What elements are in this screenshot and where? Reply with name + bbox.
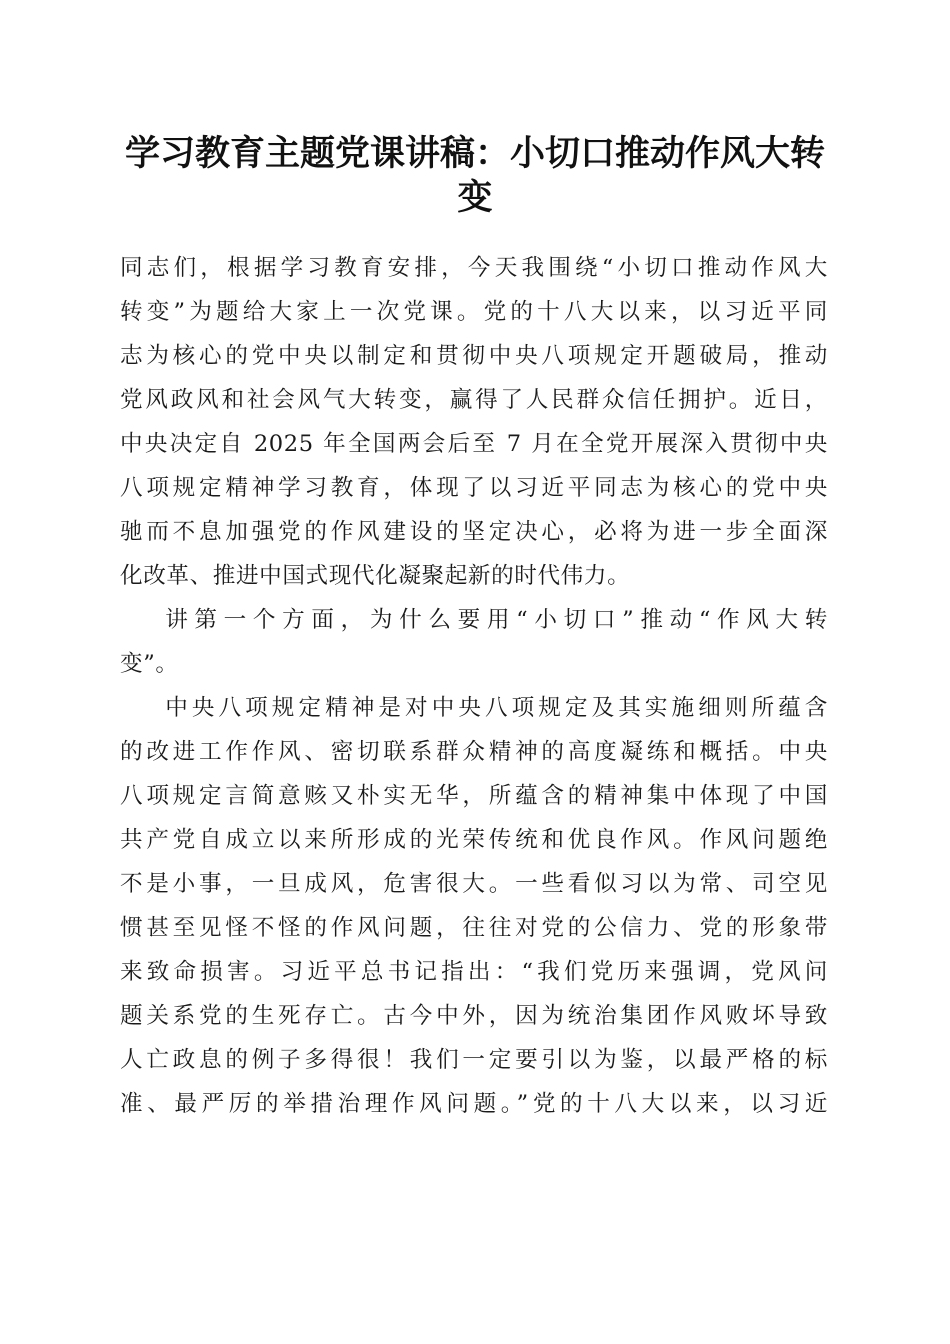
- paragraph-line: 党风政风和社会风气大转变，赢得了人民群众信任拥护。近日，: [120, 387, 828, 413]
- paragraph-line: 共产党自成立以来所形成的光荣传统和优良作风。作风问题绝: [120, 827, 828, 853]
- paragraph-line: 八项规定言简意赅又朴实无华，所蕴含的精神集中体现了中国: [120, 783, 828, 809]
- paragraph-line: 来致命损害。习近平总书记指出：“我们党历来强调，党风问: [120, 959, 828, 985]
- paragraph-line: 题关系党的生死存亡。古今中外，因为统治集团作风败坏导致: [120, 1003, 828, 1029]
- paragraph-line: 惯甚至见怪不怪的作风问题，往往对党的公信力、党的形象带: [120, 915, 828, 941]
- paragraph-1: [120, 246, 828, 598]
- paragraph-line: 准、最严厉的举措治理作风问题。”党的十八大以来，以习近: [120, 1091, 828, 1117]
- paragraph-3: [120, 686, 828, 1126]
- document-body: [120, 246, 828, 1126]
- paragraph-line: 人亡政息的例子多得很！我们一定要引以为鉴，以最严格的标: [120, 1047, 828, 1073]
- paragraph-line: 志为核心的党中央以制定和贯彻中央八项规定开题破局，推动: [120, 343, 828, 369]
- paragraph-line: 中央决定自 2025 年全国两会后至 7 月在全党开展深入贯彻中央: [120, 431, 828, 457]
- paragraph-2: [120, 598, 828, 686]
- paragraph-line: 的改进工作作风、密切联系群众精神的高度凝练和概括。中央: [120, 739, 828, 765]
- document-title: 学习教育主题党课讲稿：小切口推动作风大转变: [124, 133, 825, 218]
- paragraph-line: 讲第一个方面，为什么要用“小切口”推动“作风大转: [165, 607, 828, 633]
- paragraph-line: 转变”为题给大家上一次党课。党的十八大以来，以习近平同: [120, 299, 828, 325]
- paragraph-line: 中央八项规定精神是对中央八项规定及其实施细则所蕴含: [165, 695, 828, 721]
- paragraph-line: 不是小事，一旦成风，危害很大。一些看似习以为常、司空见: [120, 871, 828, 897]
- paragraph-line: 化改革、推进中国式现代化凝聚起新的时代伟力。: [120, 563, 631, 589]
- paragraph-line: 八项规定精神学习教育，体现了以习近平同志为核心的党中央: [120, 475, 828, 501]
- paragraph-line: 同志们，根据学习教育安排，今天我围绕“小切口推动作风大: [120, 255, 828, 281]
- paragraph-line: 变”。: [120, 651, 179, 677]
- paragraph-line: 驰而不息加强党的作风建设的坚定决心，必将为进一步全面深: [120, 519, 828, 545]
